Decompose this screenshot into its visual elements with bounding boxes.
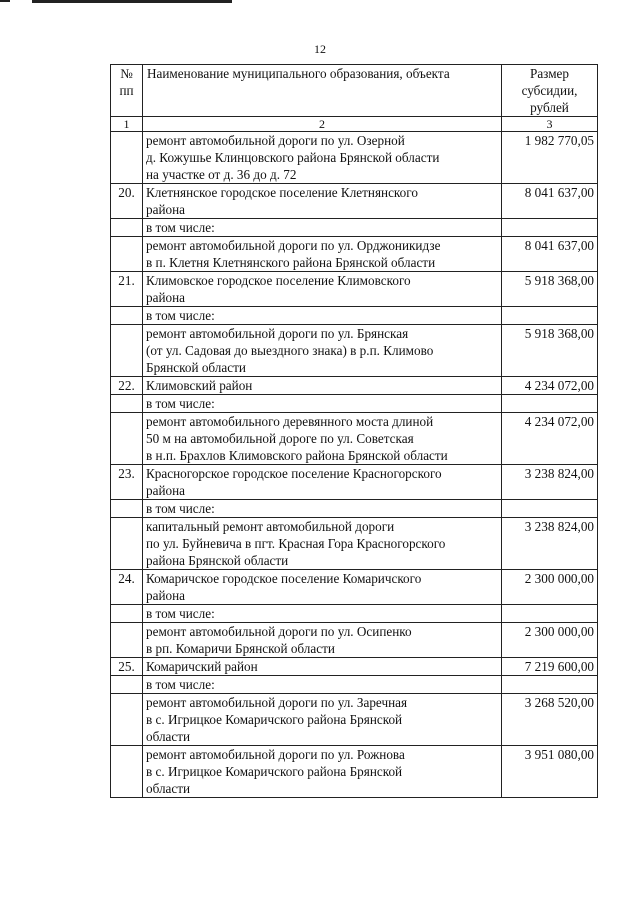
header-amount	[502, 65, 598, 117]
row-amount: 3 238 824,00	[502, 518, 598, 570]
row-amount: 8 041 637,00	[502, 184, 598, 219]
table-row	[111, 694, 598, 746]
row-number	[111, 623, 143, 658]
header-name	[143, 65, 502, 117]
header-number-text: № пп	[119, 66, 134, 98]
column-number: 2	[143, 117, 502, 132]
scan-edge-mark	[32, 0, 232, 3]
table-row	[111, 307, 598, 325]
row-number: 21.	[111, 272, 143, 307]
row-number	[111, 518, 143, 570]
row-number: 24.	[111, 570, 143, 605]
table-row	[111, 518, 598, 570]
row-name: Климовский район	[143, 377, 502, 395]
row-amount: 4 234 072,00	[502, 377, 598, 395]
table-row	[111, 500, 598, 518]
row-number	[111, 237, 143, 272]
row-number	[111, 413, 143, 465]
table-row	[111, 465, 598, 500]
header-name-text: Наименование муниципального образования, объекта	[147, 66, 450, 81]
table-row	[111, 219, 598, 237]
row-number	[111, 325, 143, 377]
row-name: Красногорское городское поселение Красногорского района	[143, 465, 502, 500]
column-number: 3	[502, 117, 598, 132]
row-number	[111, 694, 143, 746]
row-amount: 1 982 770,05	[502, 132, 598, 184]
subsidy-table	[110, 64, 598, 798]
table-row	[111, 413, 598, 465]
row-amount	[502, 307, 598, 325]
row-number	[111, 500, 143, 518]
table-header-row	[111, 65, 598, 117]
table-row	[111, 623, 598, 658]
row-amount: 3 238 824,00	[502, 465, 598, 500]
row-name: ремонт автомобильного деревянного моста длиной 50 м на автомобильной дороге по ул. Советская в н.п. Брахлов Климовского района Брянской области	[143, 413, 502, 465]
table-row	[111, 570, 598, 605]
row-number	[111, 395, 143, 413]
row-number: 20.	[111, 184, 143, 219]
header-number	[111, 65, 143, 117]
row-amount: 4 234 072,00	[502, 413, 598, 465]
row-amount: 3 951 080,00	[502, 746, 598, 798]
row-name: ремонт автомобильной дороги по ул. Озерной д. Кожушье Клинцовского района Брянской области на участке от д. 36 до д. 72	[143, 132, 502, 184]
row-amount	[502, 676, 598, 694]
row-amount: 7 219 600,00	[502, 658, 598, 676]
row-amount: 2 300 000,00	[502, 570, 598, 605]
row-amount	[502, 219, 598, 237]
row-number	[111, 676, 143, 694]
row-amount: 2 300 000,00	[502, 623, 598, 658]
row-name: ремонт автомобильной дороги по ул. Осипенко в рп. Комаричи Брянской области	[143, 623, 502, 658]
table-row	[111, 605, 598, 623]
scan-edge-mark-small	[0, 0, 10, 2]
table-row	[111, 395, 598, 413]
page-number: 12	[314, 42, 326, 56]
row-number	[111, 746, 143, 798]
table-row	[111, 184, 598, 219]
table-row	[111, 658, 598, 676]
table-row	[111, 272, 598, 307]
row-amount: 5 918 368,00	[502, 272, 598, 307]
row-name: Климовское городское поселение Климовского района	[143, 272, 502, 307]
row-name: капитальный ремонт автомобильной дороги по ул. Буйневича в пгт. Красная Гора Красногорского района Брянской области	[143, 518, 502, 570]
row-name: в том числе:	[143, 395, 502, 413]
column-number: 1	[111, 117, 143, 132]
row-name: Клетнянское городское поселение Клетнянского района	[143, 184, 502, 219]
row-name: Комаричский район	[143, 658, 502, 676]
row-amount	[502, 395, 598, 413]
table-row	[111, 676, 598, 694]
row-number: 22.	[111, 377, 143, 395]
row-name: в том числе:	[143, 676, 502, 694]
row-name: в том числе:	[143, 500, 502, 518]
header-amount-text: Размер субсидии, рублей	[521, 66, 578, 115]
row-name: в том числе:	[143, 307, 502, 325]
column-number-row	[111, 117, 598, 132]
row-name: в том числе:	[143, 219, 502, 237]
row-number	[111, 605, 143, 623]
row-number	[111, 219, 143, 237]
row-amount: 3 268 520,00	[502, 694, 598, 746]
row-number	[111, 132, 143, 184]
row-amount	[502, 500, 598, 518]
row-amount: 5 918 368,00	[502, 325, 598, 377]
row-name: ремонт автомобильной дороги по ул. Брянская (от ул. Садовая до выездного знака) в р.п. Климово Брянской области	[143, 325, 502, 377]
row-number: 25.	[111, 658, 143, 676]
row-name: Комаричское городское поселение Комаричского района	[143, 570, 502, 605]
row-number	[111, 307, 143, 325]
row-number: 23.	[111, 465, 143, 500]
table-row	[111, 132, 598, 184]
row-amount: 8 041 637,00	[502, 237, 598, 272]
row-name: ремонт автомобильной дороги по ул. Орджоникидзе в п. Клетня Клетнянского района Брянской области	[143, 237, 502, 272]
row-name: ремонт автомобильной дороги по ул. Рожнова в с. Игрицкое Комаричского района Брянской области	[143, 746, 502, 798]
row-amount	[502, 605, 598, 623]
table-row	[111, 746, 598, 798]
table-row	[111, 325, 598, 377]
table-row	[111, 377, 598, 395]
table-row	[111, 237, 598, 272]
row-name: ремонт автомобильной дороги по ул. Заречная в с. Игрицкое Комаричского района Брянской области	[143, 694, 502, 746]
row-name: в том числе:	[143, 605, 502, 623]
